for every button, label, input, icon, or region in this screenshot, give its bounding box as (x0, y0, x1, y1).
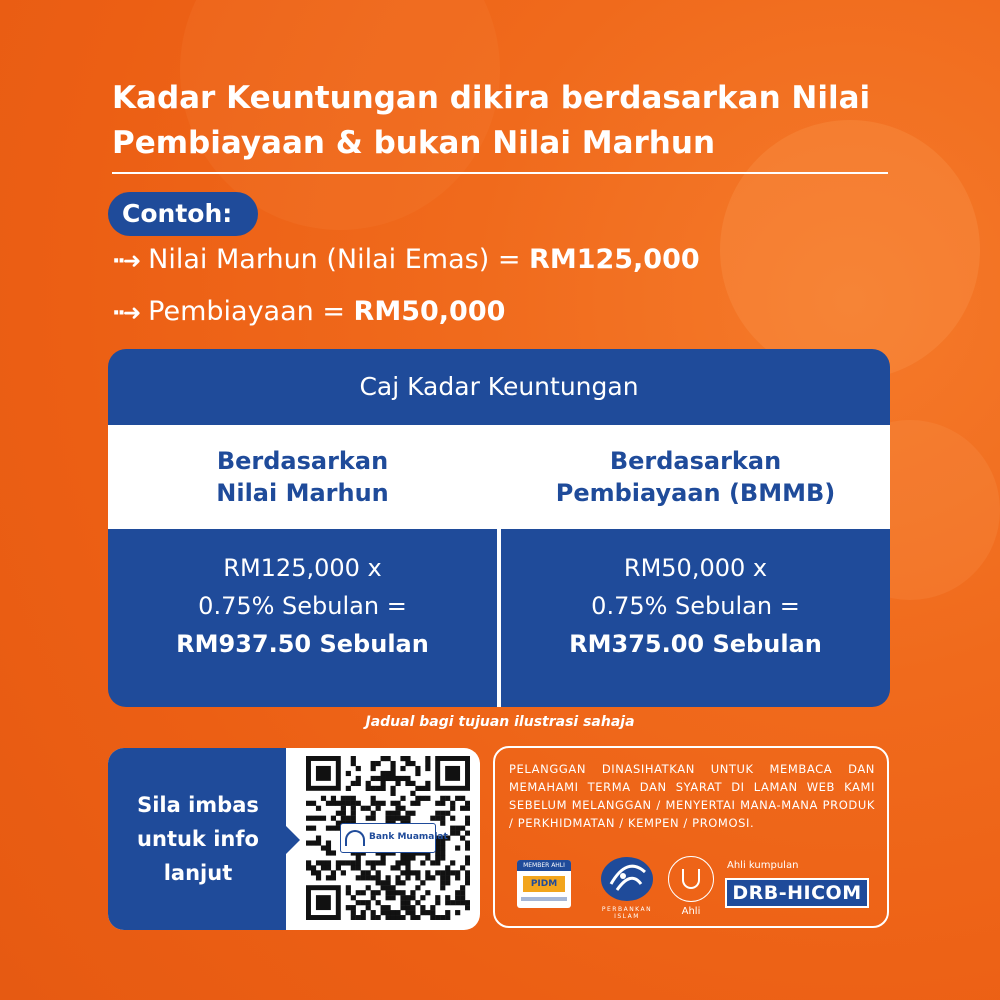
example-item (112, 294, 505, 332)
example-item-value: RM125,000 (529, 244, 700, 275)
bank-muamalat-mark-icon (345, 830, 365, 846)
scan-card (108, 748, 480, 930)
pointer-notch (286, 826, 300, 854)
scan-line: lanjut (163, 861, 233, 885)
pidm-logo (517, 860, 571, 908)
calculation-result: RM375.00 Sebulan (569, 630, 822, 658)
column-header-line: Berdasarkan (609, 447, 782, 475)
example-label: Contoh: (108, 192, 258, 236)
example-item-prefix: Pembiayaan = (148, 296, 354, 327)
ahli-badge-mark (682, 869, 700, 889)
illustration-note: Jadual bagi tujuan ilustrasi sahaja (365, 714, 635, 730)
calculation-line: RM125,000 x (223, 554, 382, 582)
perbankan-islam-logo (597, 854, 657, 904)
column-header-line: Berdasarkan (216, 447, 389, 475)
calculation-result: RM937.50 Sebulan (176, 630, 429, 658)
ahli-label: Ahli (681, 906, 701, 917)
column-header-line: Nilai Marhun (216, 479, 389, 507)
profit-rate-table (108, 349, 890, 707)
scan-line: untuk info (137, 827, 259, 851)
headline-line-2: Pembiayaan & bukan Nilai Marhun (112, 125, 716, 161)
table-title: Caj Kadar Keuntungan (359, 372, 639, 401)
calculation-line: 0.75% Sebulan = (591, 592, 800, 620)
calculation-line: RM50,000 x (623, 554, 768, 582)
qr-logo-text: Bank Muamalat (369, 832, 448, 842)
arrow-right-icon: ··➜ (112, 249, 139, 274)
headline-line-1: Kadar Keuntungan dikira berdasarkan Nilai (112, 80, 871, 116)
headline (112, 76, 902, 166)
example-item-prefix: Nilai Marhun (Nilai Emas) = (148, 244, 530, 275)
disclaimer-box (493, 746, 889, 928)
scan-instruction (118, 788, 278, 890)
drb-caption: Ahli kumpulan (727, 860, 799, 871)
drb-hicom-logo: DRB-HICOM (725, 878, 869, 908)
arrow-right-icon: ··➜ (112, 301, 139, 326)
example-item-value: RM50,000 (353, 296, 506, 327)
example-item (112, 242, 700, 280)
calculation-pembiayaan (501, 549, 890, 663)
ahli-badge-logo (668, 856, 714, 902)
scan-label-panel (108, 748, 286, 930)
bank-muamalat-logo (340, 823, 448, 853)
column-header-marhun (108, 425, 497, 529)
divider-rule (112, 172, 888, 174)
disclaimer-text: PELANGGAN DINASIHATKAN UNTUK MEMBACA DAN MEMAHAMI TERMA DAN SYARAT DI LAMAN WEB KAMI SEBELUM MELANGGAN / MENYERTAI MANA-MANA PRODUK / PERKHIDMATAN / KEMPEN / PROMOSI. (509, 762, 875, 830)
pidm-caption-bar (521, 897, 567, 901)
perbankan-islam-text: PERBANKAN ISLAM (601, 906, 653, 920)
column-header-line: Pembiayaan (BMMB) (555, 479, 836, 507)
pidm-member-text: MEMBER AHLI (517, 860, 571, 871)
calculation-line: 0.75% Sebulan = (198, 592, 407, 620)
scan-line: Sila imbas (137, 793, 259, 817)
pidm-name: PIDM (523, 876, 565, 892)
column-header-pembiayaan (501, 425, 890, 529)
calculation-marhun (108, 549, 497, 663)
